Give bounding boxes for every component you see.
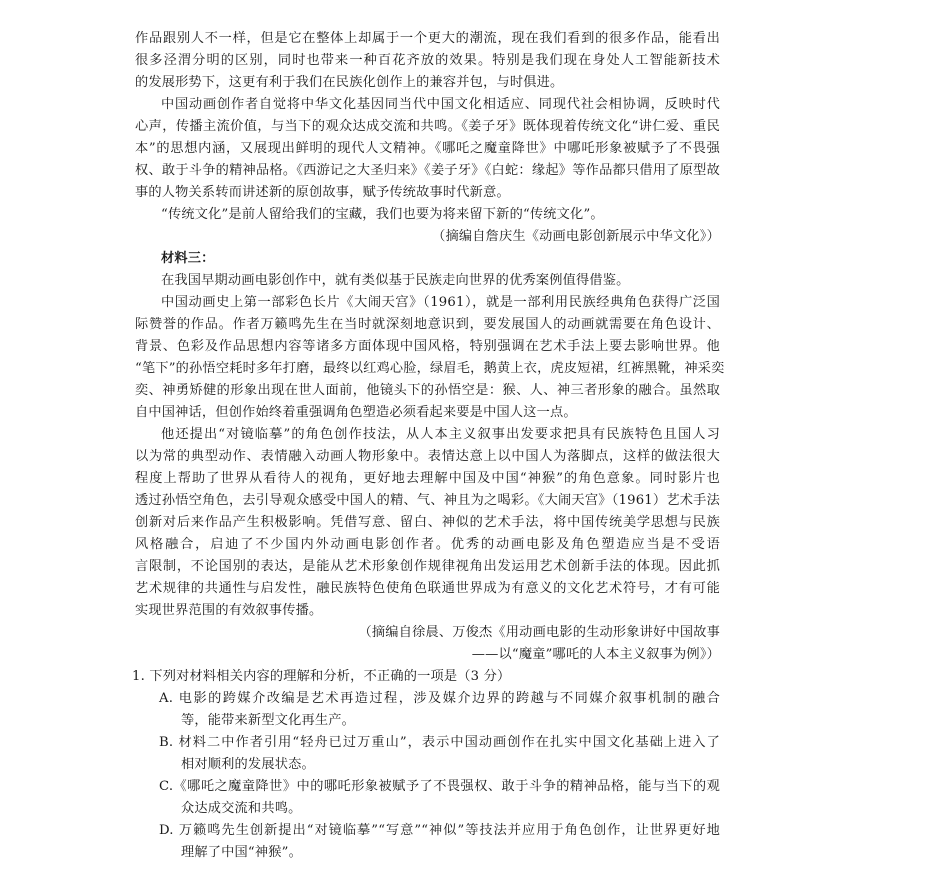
text-line: 很多泾渭分明的区别，同时也带来一种百花齐放的效果。特别是我们现在身处人工智能新技术 bbox=[135, 53, 720, 68]
option-a-cont: 等，能带来新型文化再生产。 bbox=[181, 713, 356, 728]
option-d: D. 万籁鸣先生创新提出“对镜临摹”“写意”“神似”等技法并应用于角色创作，让世界更好地 bbox=[159, 823, 720, 838]
text-line: 言限制，不论国别的表达，是能从艺术形象创作规律视角出发运用艺术创新手法的体现。因此抓 bbox=[135, 559, 720, 574]
option-d-cont: 理解了中国“神猴”。 bbox=[181, 845, 302, 860]
text-line: 以为常的典型动作、表情融入动画人物形象中。表情达意上以中国人为落脚点，这样的做法很大 bbox=[135, 449, 720, 464]
text-line: 作品跟别人不一样，但是它在整体上却属于一个更大的潮流，现在我们看到的很多作品，能看出 bbox=[135, 31, 720, 46]
text-line: “笔下”的孙悟空耗时多年打磨，最终以红鸡心脸，绿眉毛，鹅黄上衣，虎皮短裙，红裤黑靴，神采奕 bbox=[135, 361, 725, 376]
text-line: 奕、神勇矫健的形象出现在世人面前，他镜头下的孙悟空是：猴、人、神三者形象的融合。虽然取 bbox=[135, 383, 720, 398]
text-line: 他还提出“对镜临摹”的角色创作技法，从人本主义叙事出发要求把具有民族特色且国人习 bbox=[161, 427, 720, 442]
option-b: B. 材料二中作者引用“轻舟已过万重山”，表示中国动画创作在扎实中国文化基础上进入了 bbox=[159, 735, 720, 750]
text-line: 背景、色彩及作品思想内容等诸多方面体现中国风格，特别强调在艺术手法上要去影响世界。他 bbox=[135, 339, 720, 354]
text-line: 权、敢于斗争的精神品格。《西游记之大圣归来》《姜子牙》《白蛇：缘起》等作品都只借用了原型故 bbox=[135, 163, 720, 178]
text-line: “传统文化”是前人留给我们的宝藏，我们也要为将来留下新的“传统文化”。 bbox=[161, 207, 604, 222]
source-citation: （摘编自詹庆生《动画电影创新展示中华文化》） bbox=[432, 229, 720, 244]
text-line: 在我国早期动画电影创作中，就有类似基于民族走向世界的优秀案例值得借鉴。 bbox=[161, 273, 630, 288]
text-line: 中国动画创作者自觉将中华文化基因同当代中国文化相适应、同现代社会相协调，反映时代 bbox=[161, 97, 720, 112]
source-citation: ——以“魔童”哪吒的人本主义叙事为例》） bbox=[471, 647, 720, 662]
text-line: 本”的思想内涵，又展现出鲜明的现代人文精神。《哪吒之魔童降世》中哪吒形象被赋予了不畏强 bbox=[135, 141, 720, 156]
text-line: 透过孙悟空角色，去引导观众感受中国人的精、气、神且为之喝彩。《大闹天宫》（1961）艺术手法 bbox=[135, 493, 720, 508]
option-c: C.《哪吒之魔童降世》中的哪吒形象被赋予了不畏强权、敢于斗争的精神品格，能与当下的观 bbox=[159, 779, 720, 794]
text-line: 事的人物关系转而讲述新的原创故事，赋予传统故事时代新意。 bbox=[135, 185, 510, 200]
text-line: 自中国神话，但创作始终着重强调角色塑造必须看起来要是中国人这一点。 bbox=[135, 405, 577, 420]
option-b-cont: 相对顺利的发展状态。 bbox=[181, 757, 315, 772]
question-stem: 1. 下列对材料相关内容的理解和分析，不正确的一项是（3 分） bbox=[132, 669, 511, 684]
text-line: 艺术规律的共通性与启发性，融民族特色使角色联通世界成为有意义的文化艺术符号，才有可能 bbox=[135, 581, 720, 596]
text-line: 风格融合，启迪了不少国内外动画电影创作者。优秀的动画电影及角色塑造应当是不受语 bbox=[135, 537, 720, 552]
text-line: 创新对后来作品产生积极影响。凭借写意、留白、神似的艺术手法，将中国传统美学思想与民族 bbox=[135, 515, 720, 530]
text-line: 心声，传播主流价值，与当下的观众达成交流和共鸣。《姜子牙》既体现着传统文化“讲仁爱、重民 bbox=[135, 119, 720, 134]
section-heading: 材料三： bbox=[161, 251, 215, 266]
text-line: 程度上帮助了世界从看待人的视角，更好地去理解中国及中国“神猴”的角色意象。同时影片也 bbox=[135, 471, 720, 486]
text-line: 际赞誉的作品。作者万籁鸣先生在当时就深刻地意识到，要发展国人的动画就需要在角色设计、 bbox=[135, 317, 720, 332]
option-c-cont: 众达成交流和共鸣。 bbox=[181, 801, 302, 816]
text-line: 实现世界范围的有效叙事传播。 bbox=[135, 603, 323, 618]
text-line: 中国动画史上第一部彩色长片《大闹天宫》（1961），就是一部利用民族经典角色获得广泛国 bbox=[161, 295, 720, 310]
document-page bbox=[132, 28, 725, 864]
option-a: A. 电影的跨媒介改编是艺术再造过程，涉及媒介边界的跨越与不同媒介叙事机制的融合 bbox=[159, 691, 720, 706]
source-citation: （摘编自徐晨、万俊杰《用动画电影的生动形象讲好中国故事 bbox=[358, 625, 720, 640]
text-line: 的发展形势下，这更有利于我们在民族化创作上的兼容并包，与时俱进。 bbox=[135, 75, 564, 90]
